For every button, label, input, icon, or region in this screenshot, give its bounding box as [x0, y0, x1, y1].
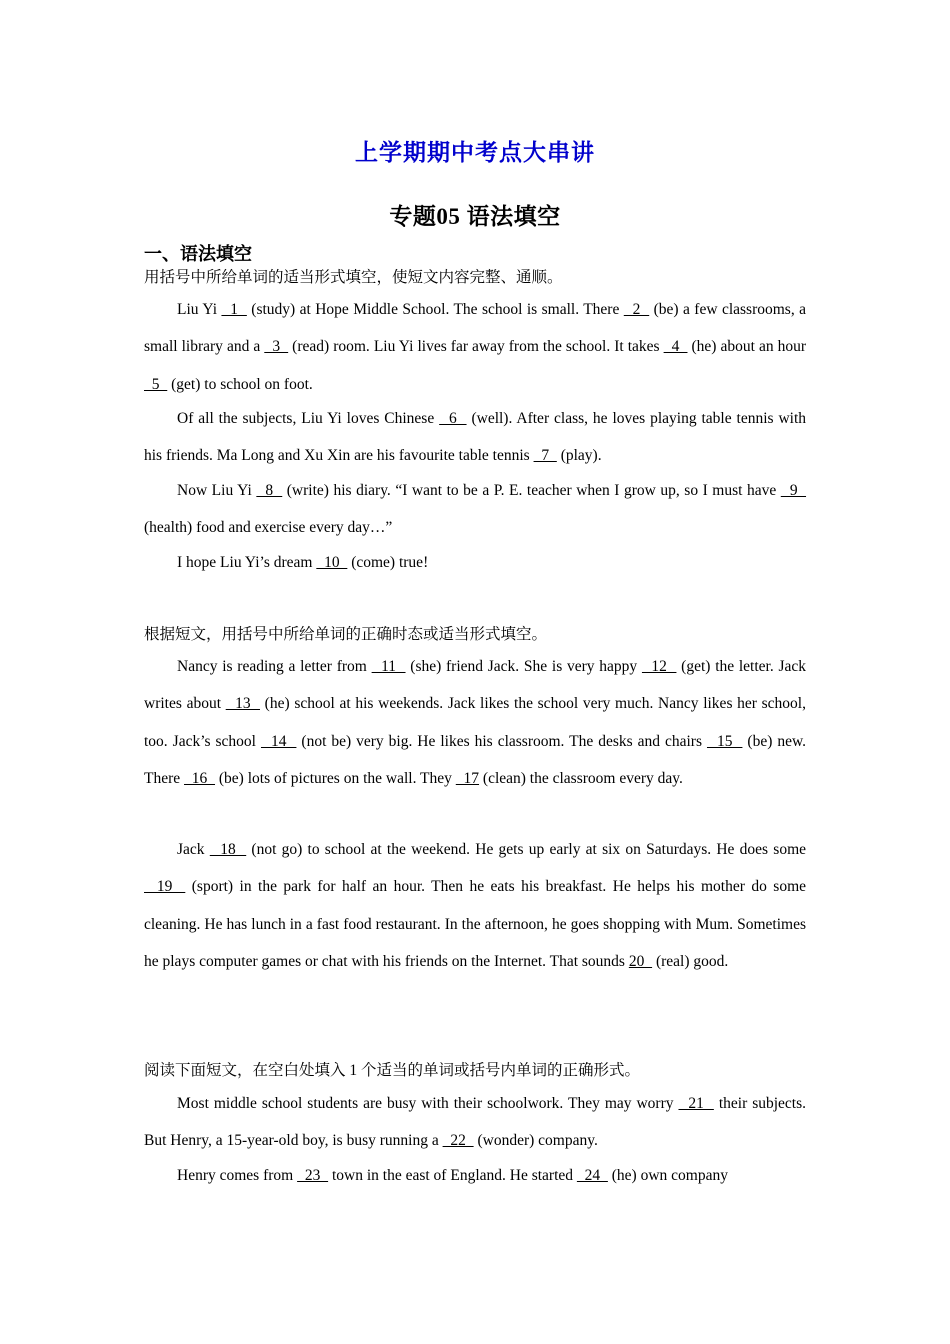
passage-text: (get) the letter. Jack writes about [144, 658, 807, 713]
passage-text: Liu Yi [177, 301, 222, 318]
passage-text: Now Liu Yi [177, 482, 257, 499]
answer-blank: 21 [678, 1095, 714, 1112]
part1-paragraph-2 [144, 400, 806, 475]
answer-blank: 2 [623, 301, 650, 318]
answer-blank: 3 [264, 338, 289, 356]
passage-text: (be) lots of pictures on the wall. They [215, 769, 456, 787]
passage-text: (be) new. There [144, 732, 807, 787]
part3-instruction: 阅读下面短文，在空白处填入 1 个适当的单词或括号内单词的正确形式。 [144, 1062, 641, 1079]
passage-text: (write) his diary. “I want to be a P. E. teacher when I grow up, so I must have [282, 482, 781, 499]
part2-paragraph-2 [144, 831, 806, 980]
passage-text: Jack [177, 841, 210, 858]
passage-text: (clean) the classroom every day. [479, 769, 683, 787]
answer-blank: 13 [225, 695, 260, 713]
answer-blank: 4 [663, 338, 688, 356]
part3-paragraph-1 [144, 1085, 806, 1160]
answer-blank: 8 [256, 482, 283, 499]
passage-text: (get) to school on foot. [167, 375, 313, 393]
part1-paragraph-3 [144, 472, 806, 547]
answer-blank: 6 [439, 410, 467, 427]
part1-paragraph-1 [144, 291, 806, 403]
passage-text: Of all the subjects, Liu Yi loves Chinese [177, 410, 440, 427]
passage-text: (not be) very big. He likes his classroom. The desks and chairs [296, 732, 707, 750]
sub-title: 专题05 语法填空 [389, 204, 561, 229]
passage-text: town in the east of England. He started [328, 1167, 577, 1184]
answer-blank: 15 [706, 732, 743, 750]
passage-text: (be) a few classrooms, a small library and a [144, 301, 806, 356]
passage-text: (sport) in the park for half an hour. Then he eats his breakfast. He helps his mother do some cleaning. He has lunch in a fast food restaurant. In the afternoon, he goes shopping with Mum. Sometimes he plays computer games or chat with his friends on the Internet. That sounds [144, 878, 807, 970]
answer-blank: 17 [455, 769, 480, 787]
passage-text: (play). [556, 447, 602, 465]
answer-blank: 24 [576, 1167, 608, 1184]
answer-blank: 23 [297, 1167, 329, 1184]
answer-blank: 18 [209, 841, 247, 858]
answer-blank: 14 [260, 732, 297, 750]
passage-text: (wonder) company. [473, 1132, 598, 1150]
answer-blank: 10 [316, 554, 348, 571]
passage-text: Most middle school students are busy with their schoolwork. They may worry [177, 1095, 679, 1112]
answer-blank: 11 [371, 658, 406, 675]
part2-instruction: 根据短文，用括号中所给单词的正确时态或适当形式填空。 [144, 626, 548, 643]
answer-blank: 7 [533, 447, 557, 465]
answer-blank: 20 [628, 952, 653, 970]
passage-text: Nancy is reading a letter from [177, 658, 372, 675]
passage-text: I hope Liu Yi’s dream [177, 554, 317, 571]
main-title: 上学期期中考点大串讲 [355, 140, 595, 165]
answer-blank: 1 [221, 301, 247, 318]
passage-text: (not go) to school at the weekend. He gets up early at six on Saturdays. He does some [246, 841, 807, 858]
passage-text: (health) food and exercise every day…” [144, 519, 393, 537]
passage-text: Henry comes from [177, 1167, 298, 1184]
passage-text: (he) about an hour [687, 338, 807, 356]
answer-blank: 9 [780, 482, 807, 499]
part1-instruction: 用括号中所给单词的适当形式填空，使短文内容完整、通顺。 [144, 269, 563, 286]
part3-paragraph-2 [144, 1157, 806, 1194]
part1-paragraph-4 [144, 544, 806, 581]
passage-text: (read) room. Liu Yi lives far away from the school. It takes [288, 338, 664, 356]
answer-blank: 16 [184, 769, 216, 787]
part2-paragraph-1 [144, 648, 806, 797]
passage-text: (he) school at his weekends. Jack likes the school very much. Nancy likes her school, too. Jack’s school [144, 695, 806, 750]
section-heading: 一、语法填空 [144, 244, 252, 264]
answer-blank: 12 [641, 658, 677, 675]
passage-text: (well). After class, he loves playing table tennis with his friends. Ma Long and Xu Xin are his favourite table tennis [144, 410, 807, 465]
passage-text: (come) true! [347, 554, 429, 571]
answer-blank: 22 [442, 1132, 474, 1150]
passage-text: their subjects. But Henry, a 15-year-old boy, is busy running a [144, 1095, 807, 1150]
passage-text: (she) friend Jack. She is very happy [405, 658, 642, 675]
passage-text: (study) at Hope Middle School. The school is small. There [246, 301, 624, 318]
answer-blank: 5 [144, 375, 168, 393]
passage-text: (he) own company [607, 1167, 728, 1184]
passage-text: (real) good. [652, 952, 729, 970]
answer-blank: 19 [144, 878, 186, 896]
